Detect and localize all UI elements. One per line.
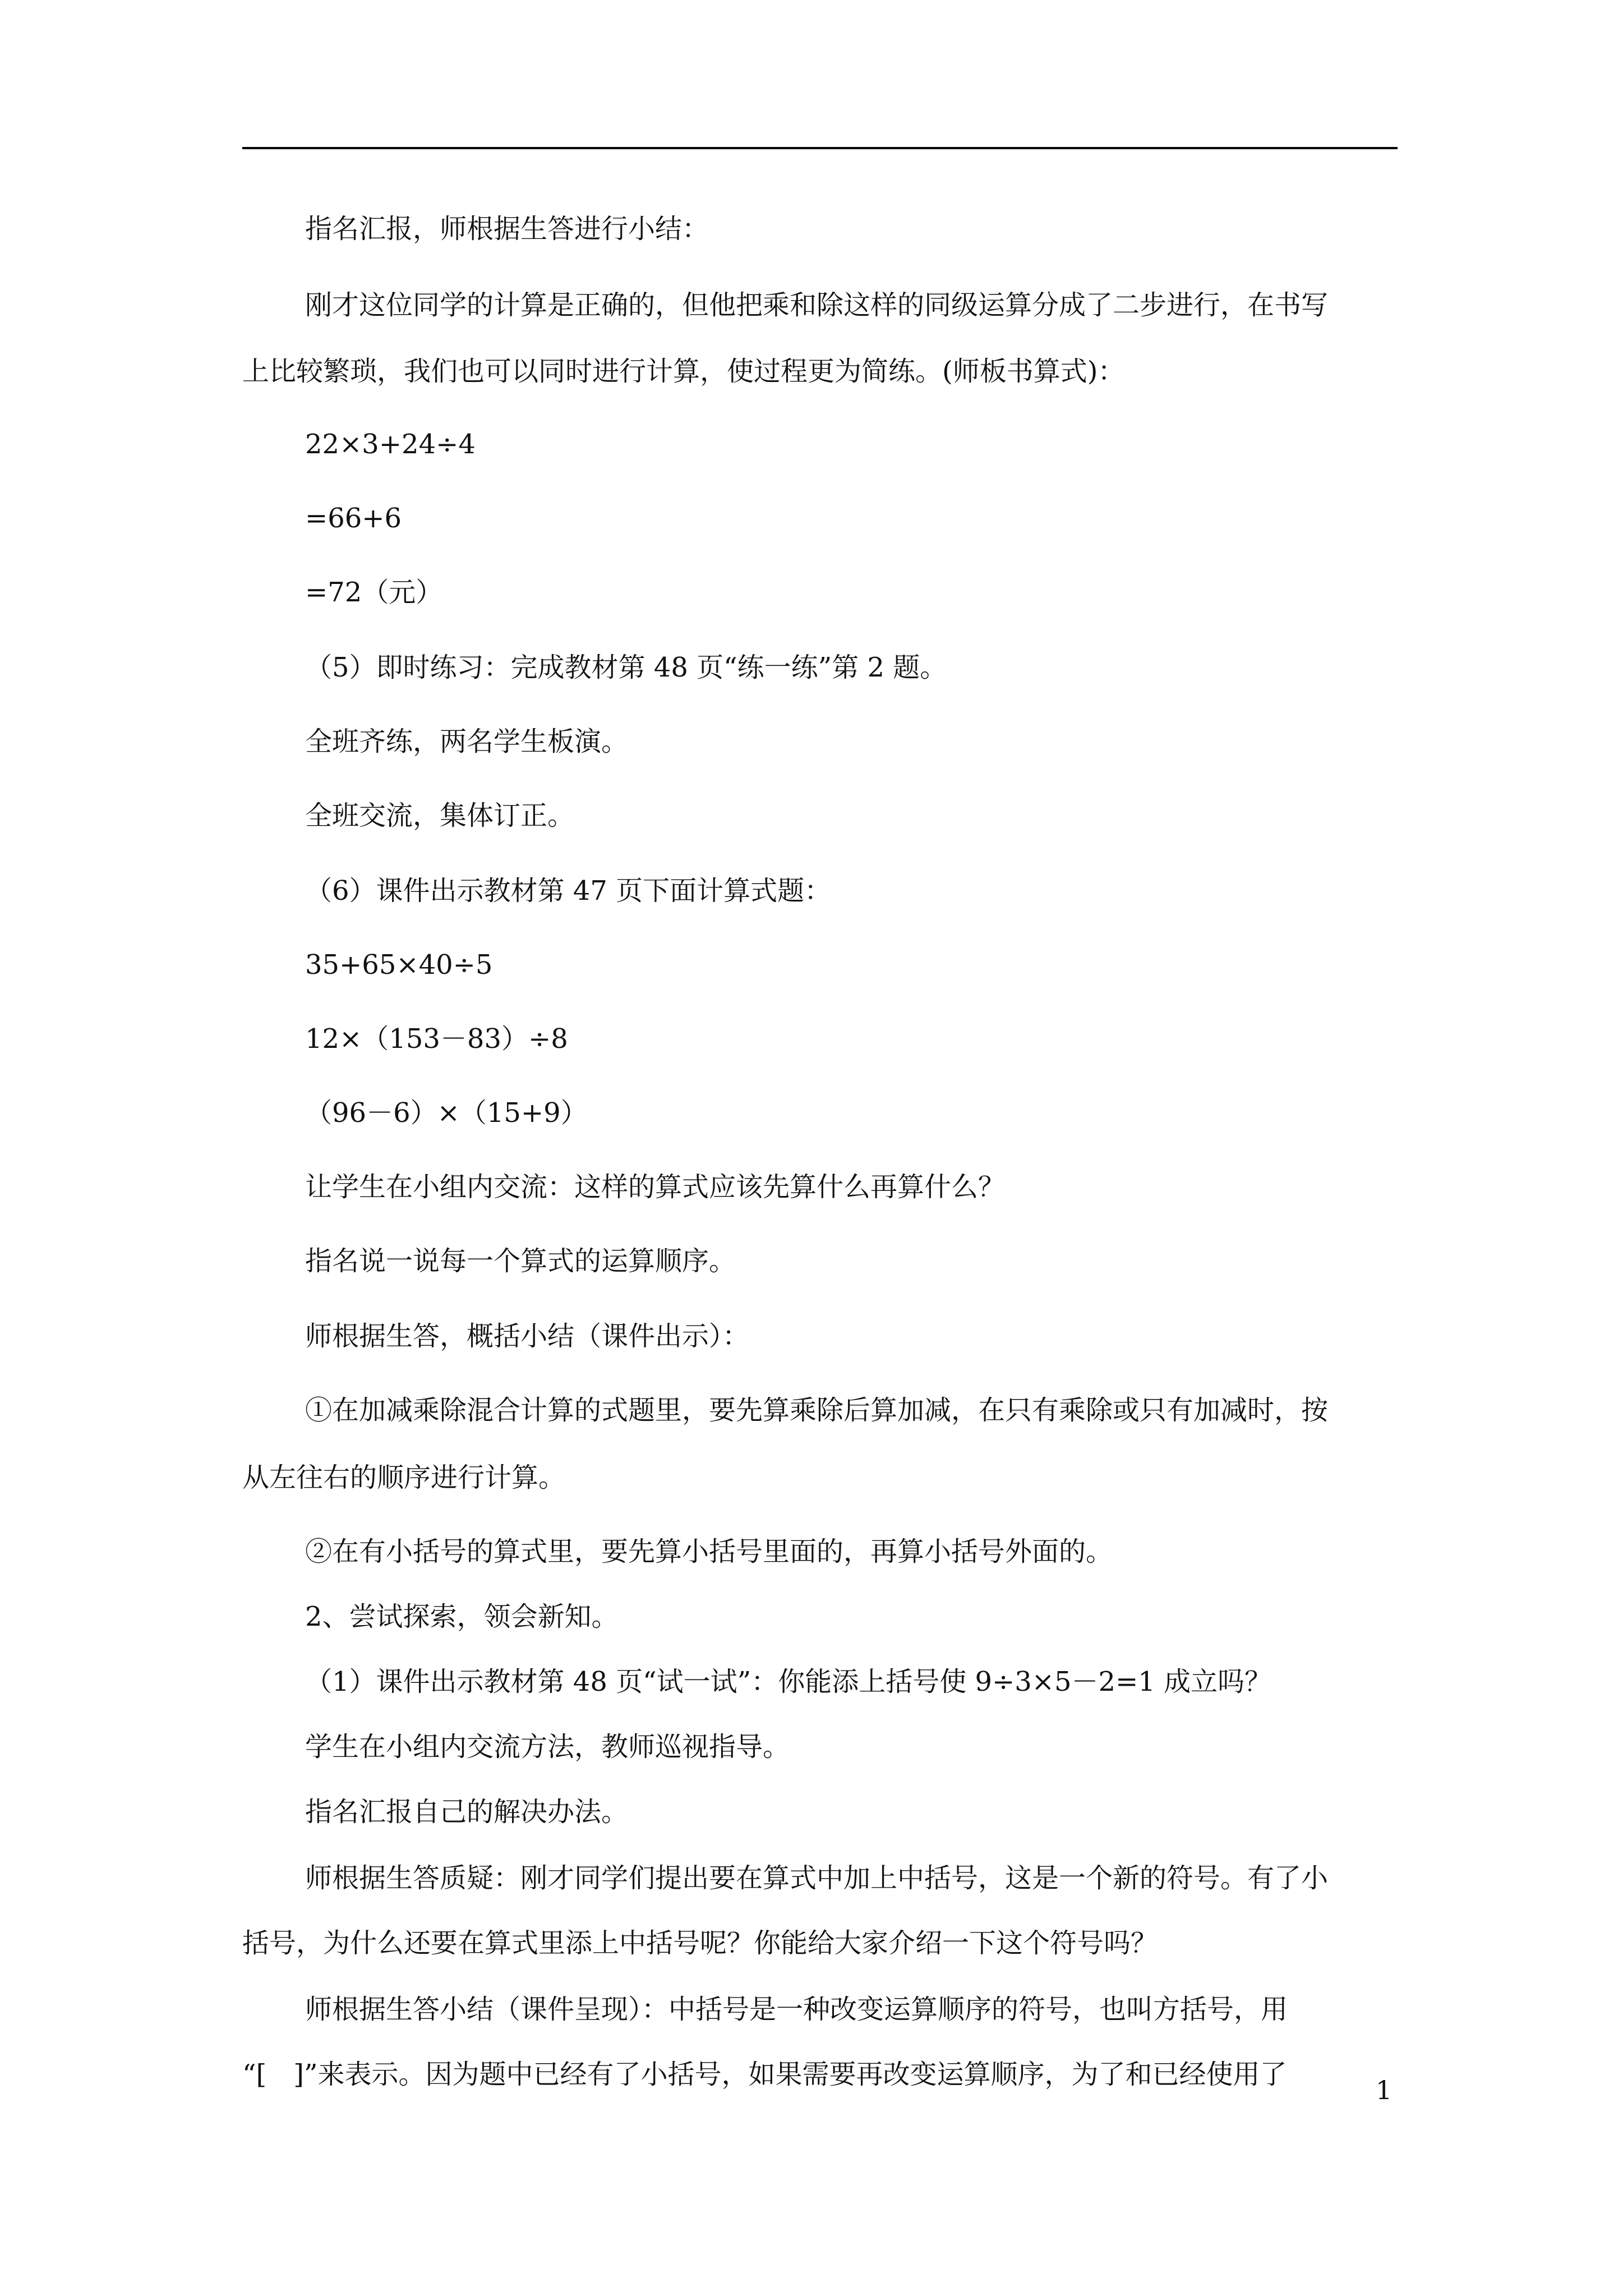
- paragraph-line: 师根据生答质疑：刚才同学们提出要在算式中加上中括号，这是一个新的符号。有了小: [305, 1862, 1329, 1894]
- paragraph-line: 指名说一说每一个算式的运算顺序。: [305, 1245, 736, 1277]
- paragraph-line: 学生在小组内交流方法，教师巡视指导。: [305, 1731, 790, 1763]
- formula-line: =72（元）: [305, 577, 443, 608]
- paragraph-line: 全班齐练，两名学生板演。: [305, 726, 629, 757]
- paragraph-line: 师根据生答小结（课件呈现）：中括号是一种改变运算顺序的符号，也叫方括号，用: [305, 1994, 1288, 2025]
- page-number: 1: [1376, 2075, 1393, 2105]
- paragraph-line: 让学生在小组内交流：这样的算式应该先算什么再算什么？: [305, 1171, 1006, 1203]
- paragraph-line: （5）即时练习：完成教材第 48 页“练一练”第 2 题。: [305, 652, 947, 683]
- formula-line: （96－6）×（15+9）: [305, 1097, 588, 1129]
- paragraph-line: 括号，为什么还要在算式里添上中括号呢？你能给大家介绍一下这个符号吗？: [242, 1927, 1158, 1959]
- paragraph-line: 从左往右的顺序进行计算。: [242, 1462, 566, 1493]
- paragraph-line: （6）课件出示教材第 47 页下面计算式题：: [305, 875, 832, 907]
- paragraph-line: 师根据生答，概括小结（课件出示）：: [305, 1320, 750, 1352]
- paragraph-line: “[ ]”来表示。因为题中已经有了小括号，如果需要再改变运算顺序，为了和已经使用了: [242, 2059, 1287, 2090]
- formula-line: 22×3+24÷4: [305, 429, 476, 460]
- paragraph-line: 指名汇报，师根据生答进行小结：: [305, 213, 709, 245]
- header-rule: [242, 147, 1398, 149]
- paragraph-line: ①在加减乘除混合计算的式题里，要先算乘除后算加减，在只有乘除或只有加减时，按: [305, 1395, 1329, 1426]
- formula-line: 12×（153－83）÷8: [305, 1023, 568, 1055]
- paragraph-line: 刚才这位同学的计算是正确的，但他把乘和除这样的同级运算分成了二步进行，在书写: [305, 289, 1329, 321]
- section-heading: 2、尝试探索，领会新知。: [305, 1601, 619, 1632]
- paragraph-line: ②在有小括号的算式里，要先算小括号里面的，再算小括号外面的。: [305, 1536, 1113, 1567]
- formula-line: =66+6: [305, 503, 402, 534]
- paragraph-line: 全班交流，集体订正。: [305, 800, 575, 831]
- paragraph-line: 上比较繁琐，我们也可以同时进行计算，使过程更为简练。(师板书算式)：: [242, 356, 1125, 387]
- formula-line: 35+65×40÷5: [305, 949, 493, 981]
- paragraph-line: （1）课件出示教材第 48 页“试一试”：你能添上括号使 9÷3×5－2=1 成立吗？: [305, 1666, 1272, 1697]
- paragraph-line: 指名汇报自己的解决办法。: [305, 1796, 629, 1828]
